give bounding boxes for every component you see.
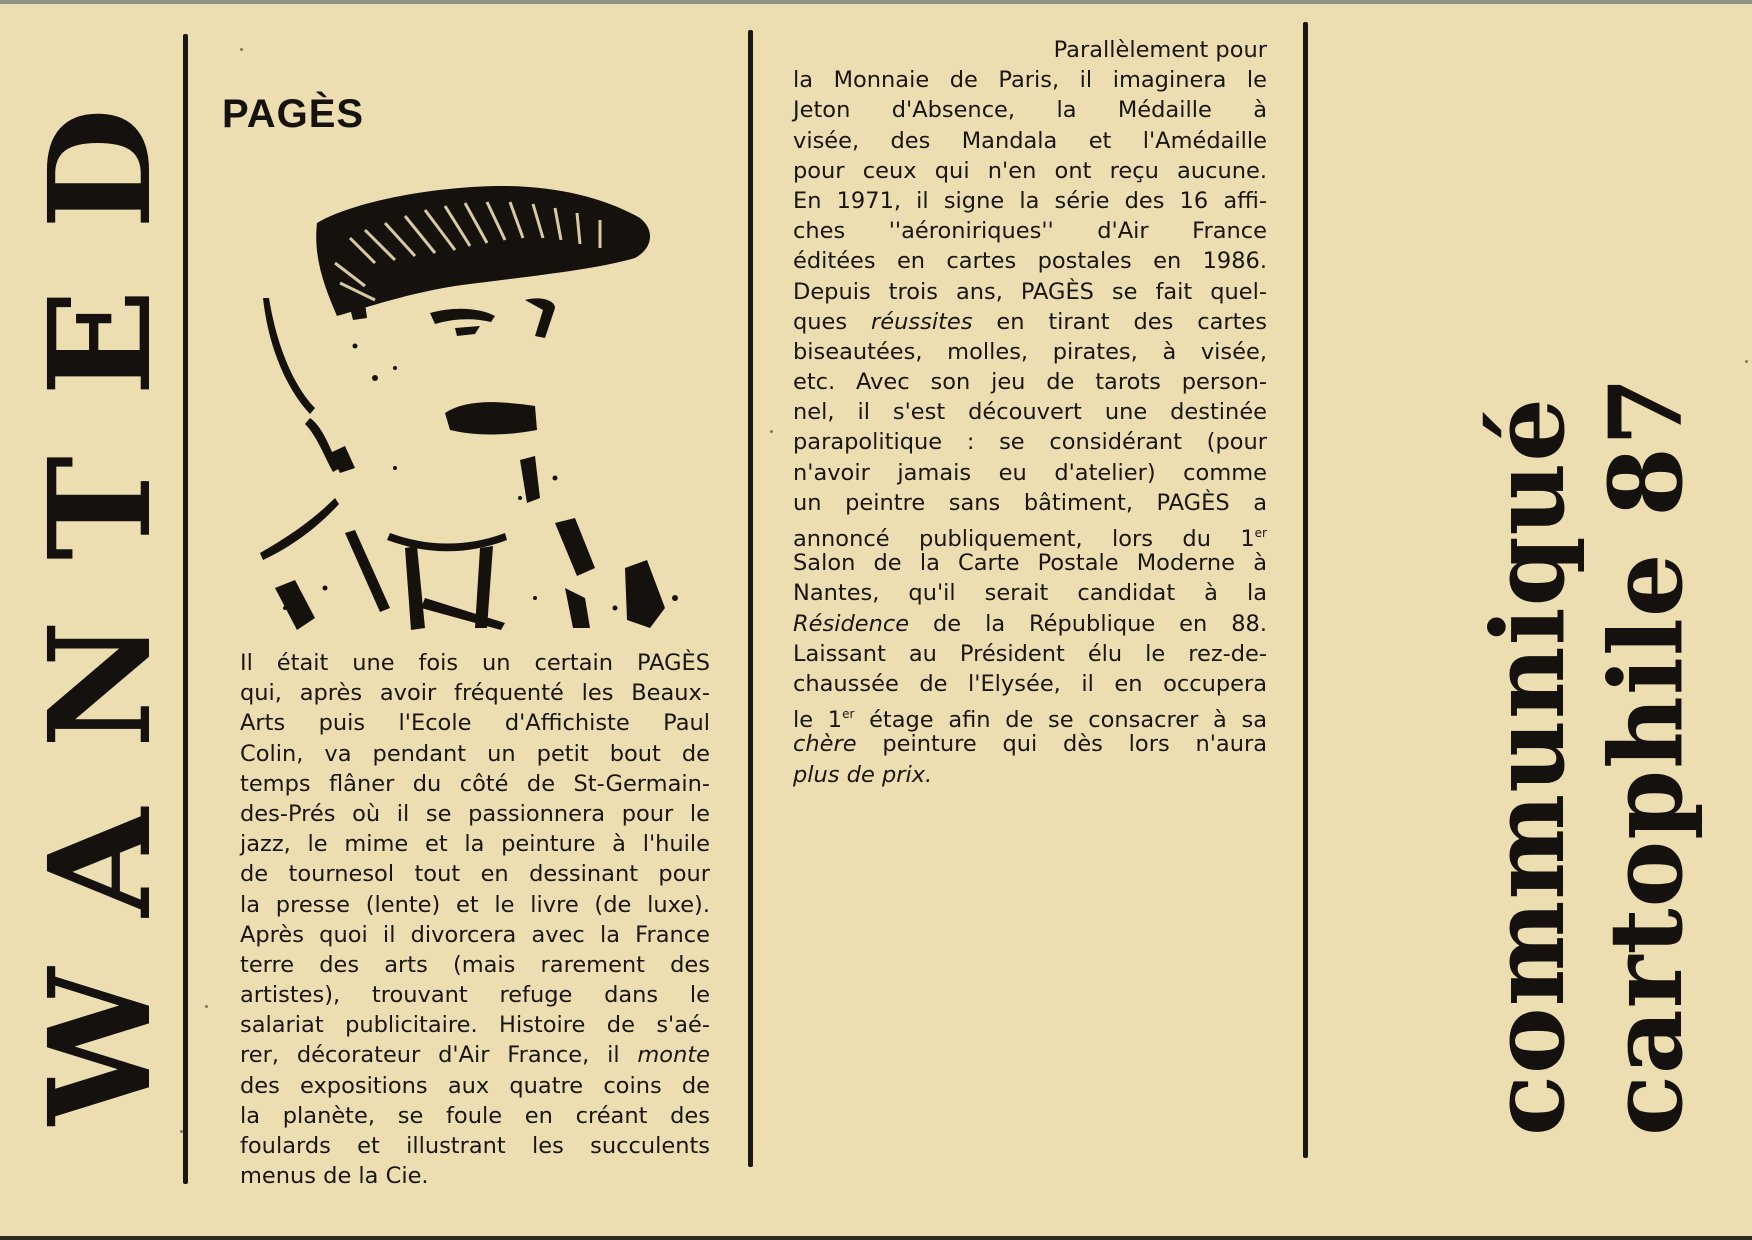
text-line: Arts puis l'Ecole d'Affichiste Paul [240,710,710,737]
text-line: des expositions aux quatre coins de [240,1072,710,1099]
italic-word: monte [637,1042,710,1069]
text-segment: peinture qui dès lors n'aura [856,731,1267,758]
text-line: salariat publicitaire. Histoire de s'aé- [240,1012,710,1039]
text-line: n'avoir jamais eu d'atelier) comme [793,459,1267,486]
text-line: jazz, le mime et la peinture à l'huile [240,831,710,858]
wanted-banner [19,47,183,1125]
italic-word: Résidence [793,610,910,637]
text-line: Depuis trois ans, PAGÈS se fait quel- [793,278,1267,305]
divider-left [183,34,188,1184]
text-segment: étage afin de se consacrer à sa [854,707,1267,734]
paper-speck [1745,360,1748,363]
text-line: un peintre sans bâtiment, PAGÈS a [793,489,1267,516]
communique-title: communiqué [1469,397,1587,1136]
text-line: visée, des Mandala et l'Amédaille [793,127,1267,154]
text-line: qui, après avoir fréquenté les Beaux- [240,680,710,707]
text-line [793,729,1267,759]
text-line: Parallèlement pour [1053,37,1267,63]
text-line: Salon de la Carte Postale Moderne à [793,550,1267,577]
text-line: etc. Avec son jeu de tarots person- [793,369,1267,396]
text-line [240,1040,710,1070]
text-line: Jeton d'Absence, la Médaille à [793,97,1267,124]
text-line: ches ''aéroniriques'' d'Air France [793,218,1267,245]
text-segment: de la République en 88. [909,610,1267,637]
divider-middle [748,30,753,1167]
text-line: de tournesol tout en dessinant pour [240,861,710,888]
paper-speck [180,1130,183,1133]
text-line: la presse (lente) et le livre (de luxe). [240,891,710,918]
text-line [793,307,1267,337]
text-line: Il était une fois un certain PAGÈS [240,650,710,676]
text-line: foulards et illustrant les succulents [240,1133,710,1159]
text-line [793,518,1267,552]
text-line [793,760,1267,790]
text-line: chaussée de l'Elysée, il en occupera [793,670,1267,697]
text-line: la planète, se foule en créant des [240,1102,710,1129]
text-line: Nantes, qu'il serait candidat à la [793,580,1267,607]
text-segment: en tirant des cartes [972,308,1267,335]
superscript: er [842,707,855,722]
cartophile-title: cartophile 87 [1587,375,1705,1136]
italic-word: réussites [871,308,973,335]
divider-right [1303,22,1308,1158]
text-line: éditées en cartes postales en 1986. [793,248,1267,275]
text-line: Laissant au Président élu le rez-de- [793,640,1267,667]
text-line: des-Prés où il se passionnera pour le [240,800,710,827]
italic-word: chère [793,731,857,758]
text-segment: le 1 [793,707,843,734]
paper-speck [205,1005,208,1008]
text-segment: rer, décorateur d'Air France, il [240,1042,638,1069]
text-line: nel, il s'est découvert une destinée [793,399,1267,426]
article-column-1 [240,648,710,1191]
text-line [793,699,1267,734]
italic-word: plus de prix. [793,761,933,788]
text-line: Colin, va pendant un petit bout de [240,740,710,767]
article-column-2 [793,35,1267,790]
text-line: menus de la Cie. [240,1163,429,1190]
article-heading: PAGÈS [222,92,365,136]
text-line: pour ceux qui n'en ont reçu aucune. [793,157,1267,184]
text-line: temps flâner du côté de St-Germain- [240,770,710,797]
paper-speck [240,48,243,51]
text-line [793,609,1267,639]
paper-speck [770,430,773,433]
superscript: er [1254,526,1267,540]
text-line: la Monnaie de Paris, il imaginera le [793,67,1267,94]
text-line: terre des arts (mais rarement des [240,951,710,978]
wanted-banner-text: WANTED [19,47,183,1125]
text-segment: ques [793,308,872,335]
text-line: parapolitique : se considérant (pour [793,429,1267,456]
text-line: artistes), trouvant refuge dans le [240,982,710,1009]
text-line: En 1971, il signe la série des 16 affi- [793,187,1267,214]
portrait-illustration [255,168,705,636]
text-line: biseautées, molles, pirates, à visée, [793,338,1267,365]
text-segment: annoncé publiquement, lors du 1 [793,526,1255,552]
text-line: Après quoi il divorcera avec la France [240,921,710,948]
